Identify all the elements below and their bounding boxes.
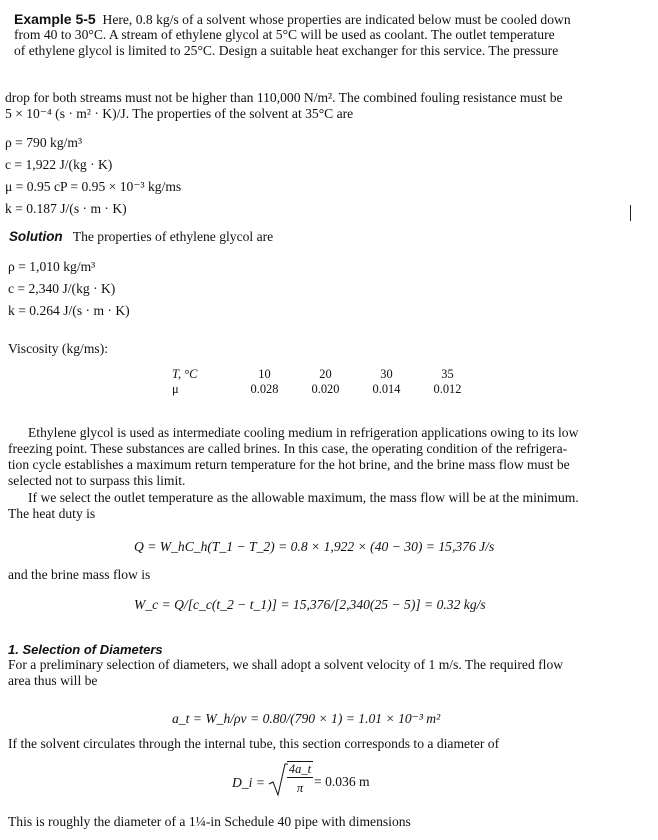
temperature-row-label: T, °C (172, 367, 198, 381)
diameter-numerator: 4a_t (288, 762, 312, 776)
flow-area-equation: a_t = W_h/ρv = 0.80/(790 × 1) = 1.01 × 10⁻³ m² (172, 711, 441, 726)
solvent-density: ρ = 790 kg/m³ (5, 135, 83, 150)
fraction-bar (287, 777, 313, 778)
example-label: Example 5-5 (14, 11, 96, 27)
table-cell: 20 (319, 367, 332, 381)
solution-line: Solution The properties of ethylene glycol are (9, 229, 274, 244)
brine-para-line-1: Ethylene glycol is used as intermediate cooling medium in refrigeration applications owing to its low (28, 425, 579, 440)
example-intro-line-2: from 40 to 30°C. A stream of ethylene glycol at 5°C will be used as coolant. The outlet temperature (14, 27, 555, 42)
diameter-lhs: D_i = (232, 775, 265, 790)
table-cell: 0.020 (311, 382, 340, 396)
closing-line: This is roughly the diameter of a 1¼-in Schedule 40 pipe with dimensions (8, 814, 411, 829)
table-cell: 35 (441, 367, 454, 381)
glycol-conductivity: k = 0.264 J/(s · m · K) (8, 303, 130, 318)
text-cursor-mark (630, 205, 631, 221)
table-row (172, 382, 478, 397)
brine-para-line-2: freezing point. These substances are called brines. In this case, the operating condition of the refrigera- (8, 441, 568, 456)
internal-tube-text: If the solvent circulates through the internal tube, this section corresponds to a diameter of (8, 736, 500, 751)
heat-duty-equation: Q = W_hC_h(T_1 − T_2) = 0.8 × 1,922 × (40 − 30) = 15,376 J/s (134, 539, 495, 554)
diameter-result: = 0.036 m (314, 774, 370, 789)
brine-para-line-3: tion cycle establishes a maximum return temperature for the hot brine, and the brine mass flow must be (8, 457, 570, 472)
brine-para-line-4: selected not to surpass this limit. (8, 473, 186, 488)
viscosity-table (172, 367, 478, 397)
brine-mass-flow-equation: W_c = Q/[c_c(t_2 − t_1)] = 15,376/[2,340(25 − 5)] = 0.32 kg/s (134, 597, 486, 612)
viscosity-label: Viscosity (kg/ms): (8, 341, 109, 356)
glycol-density: ρ = 1,010 kg/m³ (8, 259, 96, 274)
diameter-denominator: π (296, 781, 304, 795)
solvent-viscosity: μ = 0.95 cP = 0.95 × 10⁻³ kg/ms (5, 179, 182, 194)
square-root-sign-icon (268, 762, 288, 798)
glycol-heat-capacity: c = 2,340 J/(kg · K) (8, 281, 116, 296)
solvent-conductivity: k = 0.187 J/(s · m · K) (5, 201, 127, 216)
example-intro2-line-1: drop for both streams must not be higher than 110,000 N/m². The combined fouling resistance must be (5, 90, 563, 105)
example-intro-line-1: Example 5-5 Here, 0.8 kg/s of a solvent whose properties are indicated below must be cooled down (14, 11, 571, 27)
table-row (172, 367, 478, 382)
table-cell: 30 (380, 367, 393, 381)
section-heading: 1. Selection of Diameters (8, 642, 163, 657)
table-cell: 0.012 (433, 382, 462, 396)
example-intro-line-3: of ethylene glycol is limited to 25°C. Design a suitable heat exchanger for this service. The pressure (14, 43, 559, 58)
example-intro2-line-2: 5 × 10⁻⁴ (s · m² · K)/J. The properties of the solvent at 35°C are (5, 106, 354, 121)
heat-duty-para-line-1: If we select the outlet temperature as the allowable maximum, the mass flow will be at the minimum. (28, 490, 579, 505)
solvent-heat-capacity: c = 1,922 J/(kg · K) (5, 157, 113, 172)
section-line-1: For a preliminary selection of diameters, we shall adopt a solvent velocity of 1 m/s. The required flow (8, 657, 564, 672)
section-line-2: area thus will be (8, 673, 98, 688)
brine-mass-flow-text: and the brine mass flow is (8, 567, 151, 582)
viscosity-row-label: μ (172, 382, 179, 396)
table-cell: 0.028 (250, 382, 279, 396)
table-cell: 10 (258, 367, 271, 381)
table-cell: 0.014 (372, 382, 401, 396)
heat-duty-para-line-2: The heat duty is (8, 506, 96, 521)
solution-label: Solution (9, 229, 63, 244)
